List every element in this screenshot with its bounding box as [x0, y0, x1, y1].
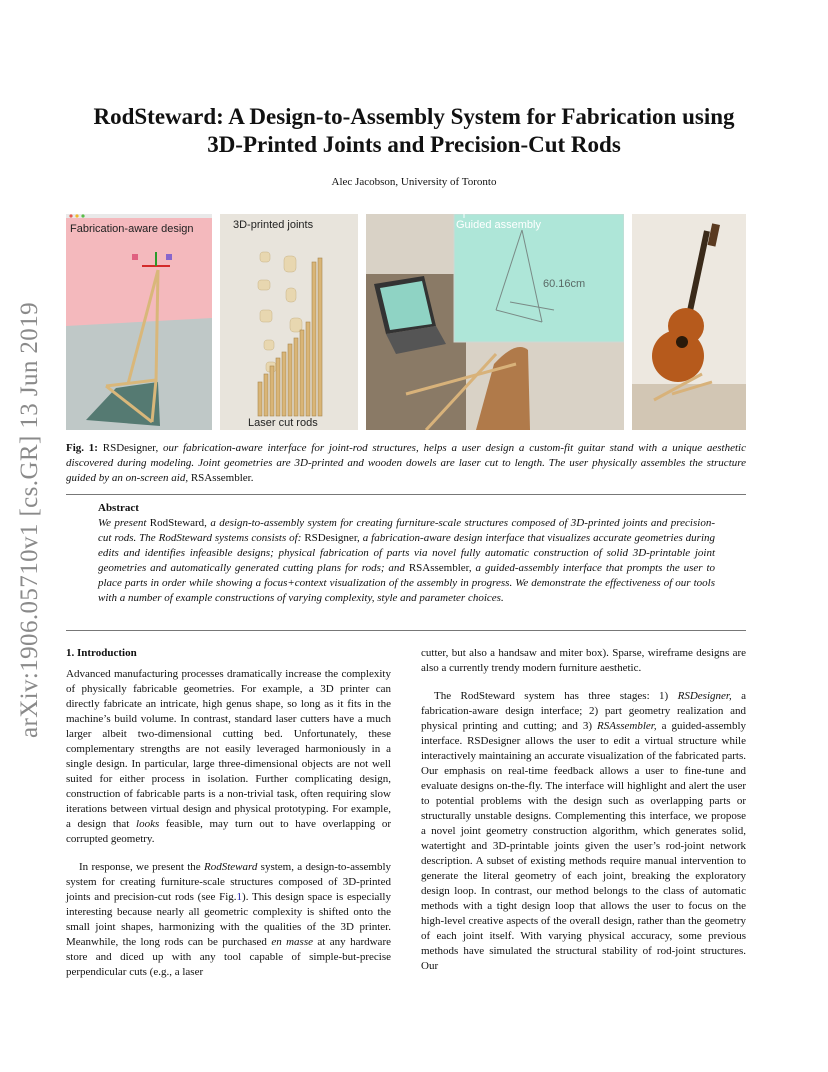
arxiv-stamp: arXiv:1906.05710v1 [cs.GR] 13 Jun 2019 — [16, 301, 43, 739]
left-column — [66, 646, 391, 980]
label-3d-printed-joints: 3D-printed joints — [233, 219, 314, 231]
author-line: Alec Jacobson, University of Toronto — [331, 176, 497, 188]
abstract-heading: Abstract — [98, 502, 139, 514]
figure-caption: Fig. 1: RSDesigner, our fabrication-aware interface for joint-rod structures, helps a user design a custom-fit guitar stand with a unique aesthetic discovered during modeling. Joint geometries are 3D-printed and wooden dowels are laser cut to length. The user physically assembles the structure guided by an on-screen aid, RSAssembler. — [66, 442, 746, 484]
intro-paragraph-2: In response, we present the RodSteward system, a design-to-assembly system for creating furniture-scale structures composed of 3D-printed joints and precision-cut rods (see Fig.1). This design space is especially interesting because nearly all geometric complexity is shifted onto the small joint shapes, harmonizing with the qualities of the 3D printer. Meanwhile, the long rods can be purchased en masse at any hardware store and diced up with any tool capable of simple-but-precise perpendicular cuts (e.g., a laser — [66, 861, 392, 978]
abstract: Abstract We present RodSteward, a design-to-assembly system for creating furniture-scale structures composed of 3D-printed joints and precision-cut rods. The RodSteward systems consists of: RSDesigner, a fabrication-aware design interface that visualizes accurate geometries during edits and identifies infeasible designs; physical fabrication of parts via novel fully automatic construction of solid 3D-printable joint geometries and automatically generated cutting plans for rods; and RSAssembler, a guided-assembly interface that prompts the user to place parts in order while showing a focus+context visualization of the assembly in progress. We demonstrate the effectiveness of our tools with a number of example constructions of varying complexity, style and parameter choices. — [98, 502, 716, 604]
figure-ref-link[interactable]: 1 — [236, 891, 243, 903]
figure-panel-joints — [220, 214, 358, 430]
label-measurement: 60.16cm — [543, 278, 586, 290]
right-paragraph-2: The RodSteward system has three stages: 1) RSDesigner, a fabrication-aware design interface; 2) part geometry realization and physical printing and cutting; and 3) RSAssembler, a guided-assembly interface. RSDesigner allows the user to edit a virtual structure while interactively maintaining an accurate visualization of the fabricated parts. Our emphasis on real-time feedback allows a user to fine-tune and evaluate designs on-the-fly. The interface will highlight and alert the user to potential problems with the design such as overlapping parts or structurally unstable designs. Complementing this interface, we propose a novel joint geometry construction algorithm, which generates solid, watertight and 3D-printable joints given the user’s rod-joint network description. A subset of existing methods require manual intervention to generate the literal geometry of each joint, breaking the exploratory design loop. In contrast, our method belongs to the class of automatic methods with a tight design loop that allows the user to focus on the high-level creative aspects of the overall design, rather than the geometry of each joint itself. With varying physical accuracy, some previous methods have simulated the structural stability of rod-joint structures. Our — [421, 690, 746, 972]
guitar-photo — [632, 214, 746, 430]
right-column — [421, 646, 746, 974]
paper-title: RodSteward: A Design-to-Assembly System for Fabrication using 3D-Printed Joints and Precision-Cut Rods — [93, 104, 735, 157]
figure-panel-design — [66, 214, 212, 430]
figure-panel-assembly — [366, 214, 624, 430]
label-laser-cut-rods: Laser cut rods — [248, 417, 318, 429]
figure-panel-guitar — [632, 214, 746, 430]
label-fabrication-aware-design: Fabrication-aware design — [70, 223, 194, 235]
right-paragraph-1: cutter, but also a handsaw and miter box). Sparse, wireframe designs are also a currently trendy modern furniture aesthetic. — [421, 647, 746, 674]
joints-photo — [220, 214, 358, 430]
abstract-top-rule — [66, 494, 746, 495]
design-render — [66, 214, 212, 430]
assembly-photo — [366, 214, 624, 430]
intro-paragraph-1: Advanced manufacturing processes dramatically increase the complexity of physically fabricable geometries. For example, a 3D printer can directly fabricate an intricate, high genus shape, so long as it fits in the machine’s build volume. In contrast, standard laser cutters have a much larger albeit two-dimensional cutting bed. Unfortunately, these complementary strengths are not easily leveraged harmoniously in a single design. In particular, large three-dimensional objects are not well suited for either process in isolation. Further complicating design, construction of fabricable parts is a non-trivial task, often requiring slow iterations between virtual design and physical prototyping. For example, a design that looks feasible, may turn out to have overlapping or corrupted geometry. — [66, 668, 392, 845]
label-guided-assembly: Guided assembly — [456, 219, 541, 231]
section-heading-introduction: 1. Introduction — [66, 647, 137, 659]
abstract-bottom-rule — [66, 630, 746, 631]
